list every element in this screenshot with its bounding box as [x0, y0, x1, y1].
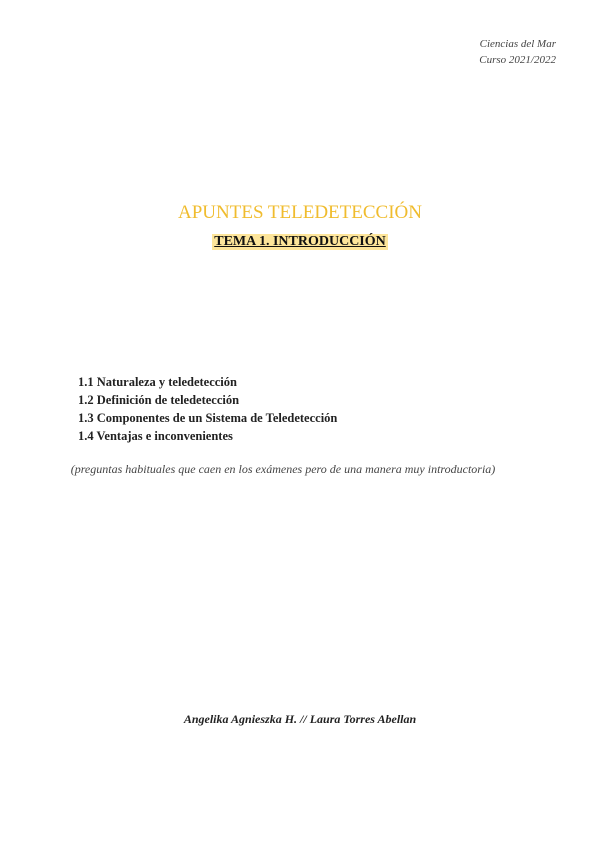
document-subtitle: TEMA 1. INTRODUCCIÓN	[214, 234, 386, 249]
toc-item: 1.2 Definición de teledetección	[78, 393, 240, 407]
document-header	[479, 36, 556, 68]
intro-note: (preguntas habituales que caen en los exámenes pero de una manera muy introductoria)	[70, 462, 496, 476]
header-course: Curso 2021/2022	[479, 54, 556, 66]
toc-item: 1.4 Ventajas e inconvenientes	[78, 429, 233, 443]
toc-item: 1.1 Naturaleza y teledetección	[78, 375, 237, 389]
toc-item: 1.3 Componentes de un Sistema de Teledetección	[78, 411, 338, 425]
table-of-contents	[78, 373, 337, 445]
header-degree: Ciencias del Mar	[479, 38, 556, 50]
document-title: APUNTES TELEDETECCIÓN	[178, 202, 422, 223]
authors: Angelika Agnieszka H. // Laura Torres Abellan	[183, 712, 417, 726]
subtitle-container	[0, 230, 600, 250]
